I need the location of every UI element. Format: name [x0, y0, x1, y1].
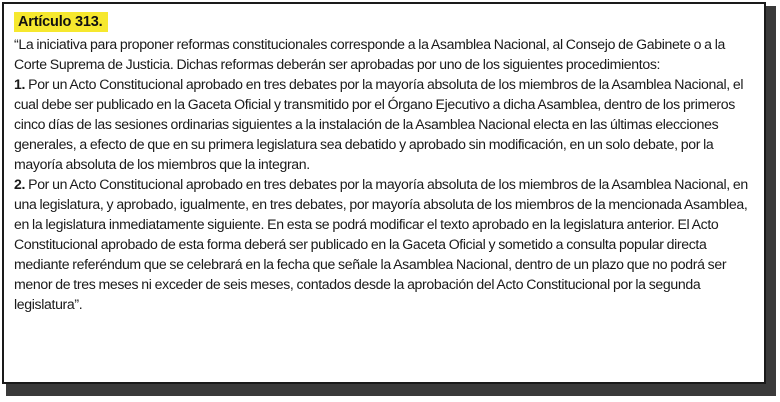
- article-body: [14, 34, 752, 314]
- article-item-1: [14, 74, 752, 174]
- item-number: 1.: [14, 76, 26, 92]
- item-text: Por un Acto Constitucional aprobado en tres debates por la mayoría absoluta de los miembros de la Asamblea Nacional, el cual debe ser publicado en la Gaceta Oficial y transmitido por el Órgano Ejecutivo a dicha Asamblea, dentro de los primeros cinco días de las sesiones ordinarias siguientes a la instalación de la Asamblea Nacional electa en las últimas elecciones generales, a efecto de que en su primera legislatura sea debatido y aprobado sin modificación, en un solo debate, por la mayoría absoluta de los miembros que la integran.: [14, 76, 744, 172]
- article-item-2: [14, 174, 752, 314]
- item-number: 2.: [14, 176, 26, 192]
- article-card: [2, 2, 766, 384]
- item-text: Por un Acto Constitucional aprobado en tres debates por la mayoría absoluta de los miembros de la Asamblea Nacional, en una legislatura, y aprobado, igualmente, en tres debates, por mayoría absoluta de los miembros de la mencionada Asamblea, en la legislatura inmediatamente siguiente. En esta se podrá modificar el texto aprobado en la legislatura anterior. El Acto Constitucional aprobado de esta forma deberá ser publicado en la Gaceta Oficial y sometido a consulta popular directa mediante referéndum que se celebrará en la fecha que señale la Asamblea Nacional, dentro de un plazo que no podrá ser menor de tres meses ni exceder de seis meses, contados desde la aprobación del Acto Constitucional por la segunda legislatura”.: [14, 176, 748, 312]
- article-intro: “La iniciativa para proponer reformas constitucionales corresponde a la Asamblea Nacional, al Consejo de Gabinete o a la Corte Suprema de Justicia. Dichas reformas deberán ser aprobadas por uno de los siguientes procedimientos:: [14, 36, 726, 72]
- article-heading: Artículo 313.: [14, 12, 108, 32]
